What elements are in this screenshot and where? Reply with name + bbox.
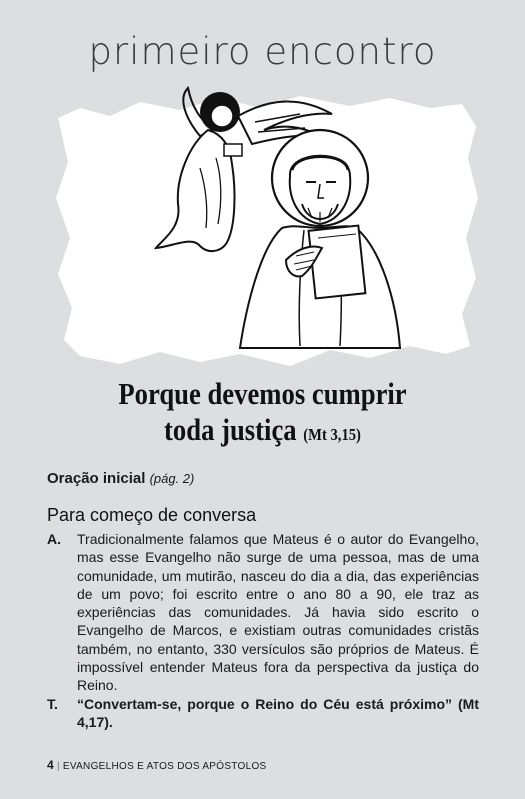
- prayer-label: Oração inicial: [47, 470, 146, 487]
- conversation-items: [47, 530, 479, 731]
- prayer-page-note: (pág. 2): [149, 471, 195, 486]
- page-number: 4: [47, 758, 54, 772]
- opening-prayer: [47, 470, 194, 487]
- item-text: “Convertam-se, porque o Reino do Céu está próximo” (Mt 4,17).: [77, 695, 479, 730]
- footer-separator: |: [56, 761, 60, 772]
- chapter-title: primeiro encontro: [88, 30, 437, 73]
- section-heading: Para começo de conversa: [47, 505, 257, 525]
- item-marker: T.: [47, 695, 58, 712]
- list-item: [47, 695, 479, 732]
- list-item: [47, 530, 479, 695]
- item-marker: A.: [47, 531, 61, 547]
- title-line-2: toda justiça: [164, 412, 297, 447]
- page-footer: [47, 758, 267, 772]
- book-title: EVANGELHOS E ATOS DOS APÓSTOLOS: [62, 761, 267, 772]
- lesson-title: [0, 376, 525, 453]
- saint-matthew-with-angel-illustration: [50, 78, 480, 374]
- title-line-1: Porque devemos cumprir: [118, 376, 407, 411]
- item-text: Tradicionalmente falamos que Mateus é o autor do Evangelho, mas esse Evangelho não surge de uma pessoa, mas de uma comunidade, um mutirão, nasceu do dia a dia, das experiências de um povo; foi escrito entre o ano 80 a 90, ele traz as experiências das comunidades. Já havia sido escrito o Evangelho de Marcos, e existiam outras comunidades cristãs também, no entanto, 330 versículos são próprios de Mateus. É impossível entender Mateus fora da perspectiva da justiça do Reino.: [77, 531, 479, 694]
- title-reference: (Mt 3,15): [303, 425, 361, 444]
